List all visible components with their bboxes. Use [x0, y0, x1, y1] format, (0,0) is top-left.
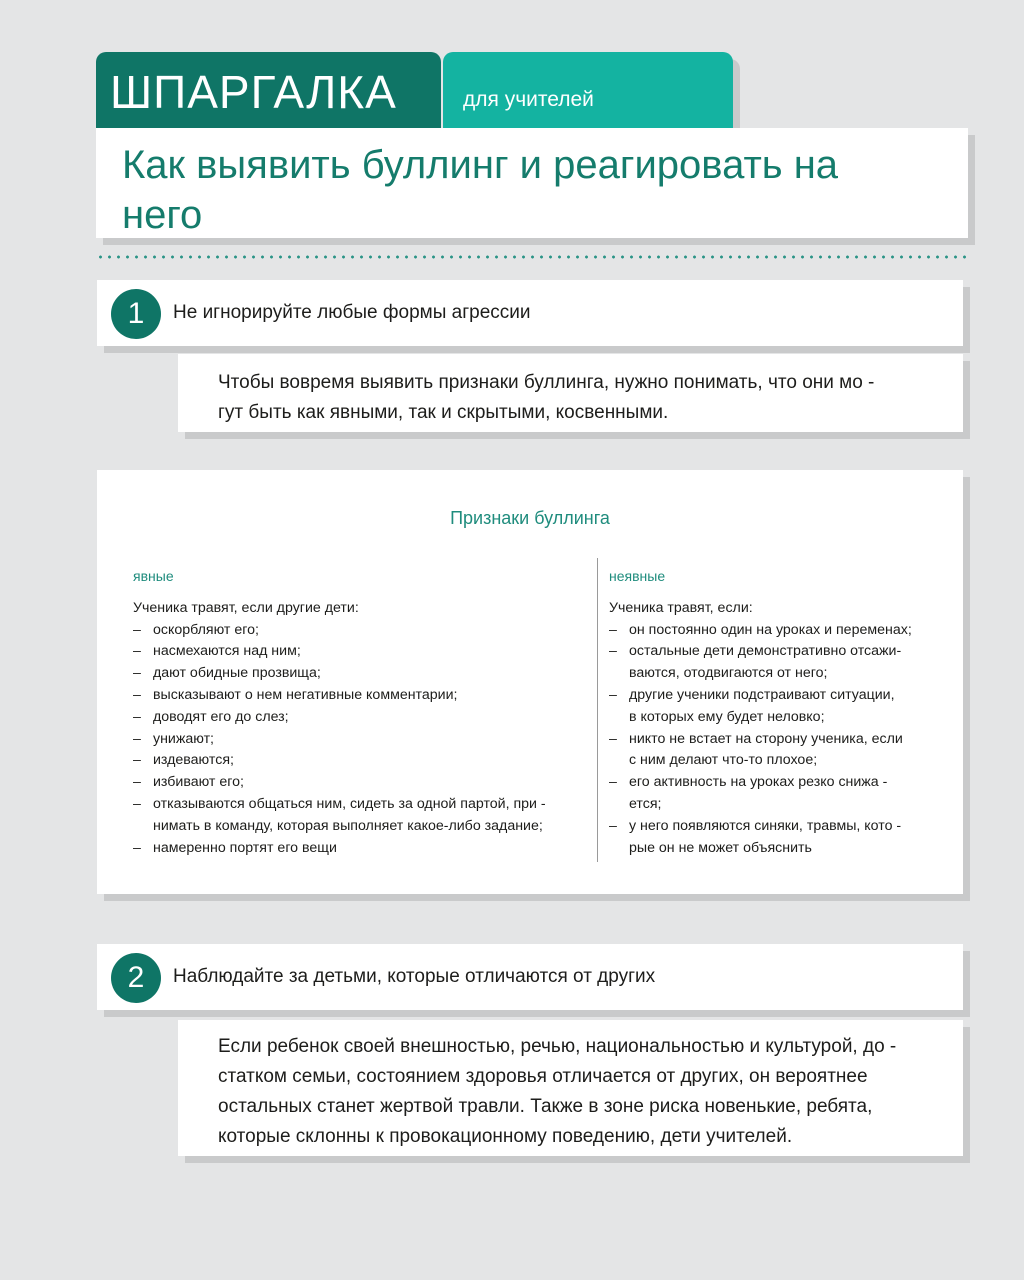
dotted-divider: [96, 255, 968, 259]
column-divider: [597, 558, 598, 862]
list-item-line: – никто не встает на сторону ученика, если: [629, 730, 903, 747]
list-item: [609, 729, 939, 773]
list-item: – избивают его;: [133, 772, 583, 794]
list-item: – он постоянно один на уроках и переменах;: [609, 620, 939, 642]
list-item: [609, 772, 939, 816]
signs-title: Признаки буллинга: [450, 508, 610, 528]
header-tab-main: [96, 52, 441, 128]
step-2-body-line: остальных станет жертвой травли. Также в зоне риска новенькие, ребята,: [218, 1096, 873, 1117]
step-1-body-line: Чтобы вовремя выявить признаки буллинга, нужно понимать, что они мо -: [218, 372, 875, 393]
step-2-body: [218, 1032, 938, 1152]
explicit-signs-column: [133, 566, 583, 859]
list-item: – издеваются;: [133, 750, 583, 772]
list-item: – насмехаются над ним;: [133, 641, 583, 663]
list-item-line: ется;: [629, 795, 662, 812]
step-2-body-line: Если ребенок своей внешностью, речью, национальностью и культурой, до -: [218, 1036, 897, 1057]
header-tab-sub-label: для учителей: [463, 88, 594, 111]
list-item: – унижают;: [133, 729, 583, 751]
list-item: [609, 641, 939, 685]
list-item-line: ваются, отодвигаются от него;: [629, 665, 828, 682]
step-2-header: [97, 944, 963, 1010]
list-item-line: нимать в команду, которая выполняет какое-либо задание;: [153, 817, 543, 834]
implicit-intro: Ученика травят, если:: [609, 599, 753, 616]
title-card: [96, 128, 968, 238]
list-item: [133, 794, 583, 838]
list-item: – доводят его до слез;: [133, 707, 583, 729]
list-item: [609, 685, 939, 729]
step-2-heading: Наблюдайте за детьми, которые отличаются от других: [173, 966, 656, 987]
list-item-line: с ним делают что-то плохое;: [629, 752, 818, 769]
list-item-line: в которых ему будет неловко;: [629, 708, 825, 725]
implicit-heading: неявные: [609, 568, 666, 584]
header-tab-sub: [443, 52, 733, 128]
step-2-body-line: которые склонны к провокационному поведению, дети учителей.: [218, 1126, 793, 1147]
list-item: [609, 816, 939, 860]
step-2-body-line: статком семьи, состоянием здоровья отличается от других, он вероятнее: [218, 1066, 868, 1087]
list-item-line: – остальные дети демонстративно отсажи-: [629, 643, 902, 660]
list-item: – высказывают о нем негативные комментарии;: [133, 685, 583, 707]
list-item-line: – у него появляются синяки, травмы, кото -: [629, 817, 902, 834]
list-item-line: рые он не может объяснить: [629, 839, 812, 856]
list-item: – оскорбляют его;: [133, 620, 583, 642]
implicit-signs-column: [609, 566, 939, 859]
step-2-body-card: [178, 1020, 963, 1156]
bullying-signs-card: [97, 470, 963, 894]
list-item: – дают обидные прозвища;: [133, 663, 583, 685]
step-1-number-badge: 1: [111, 289, 161, 339]
step-1-header: [97, 280, 963, 346]
list-item-line: – другие ученики подстраивают ситуации,: [629, 686, 895, 703]
list-item-line: – его активность на уроках резко снижа -: [629, 774, 888, 791]
explicit-intro: Ученика травят, если другие дети:: [133, 599, 359, 616]
step-2-number-badge: 2: [111, 953, 161, 1003]
list-item-line: – отказываются общаться ним, сидеть за одной партой, при -: [153, 795, 546, 812]
step-1-body: [218, 368, 938, 428]
step-1-heading: Не игнорируйте любые формы агрессии: [173, 302, 531, 323]
list-item: – намеренно портят его вещи: [133, 838, 583, 860]
explicit-list: [133, 620, 583, 860]
step-1-body-card: [178, 354, 963, 432]
step-1-body-line: гут быть как явными, так и скрытыми, косвенными.: [218, 402, 669, 423]
explicit-heading: явные: [133, 568, 174, 584]
header-tab-main-label: ШПАРГАЛКА: [110, 66, 397, 118]
implicit-list: [609, 620, 939, 860]
page-title: Как выявить буллинг и реагировать на него: [122, 143, 839, 237]
